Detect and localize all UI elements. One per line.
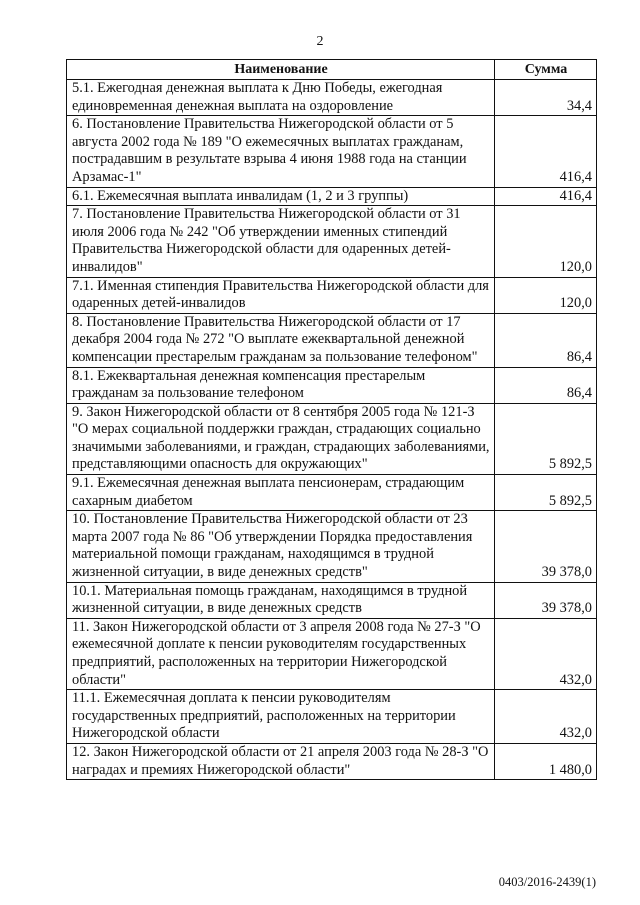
row-name: 9. Закон Нижегородской области от 8 сентября 2005 года № 121-З "О мерах социальной поддержки граждан, страдающих социально значимыми заболеваниями, и граждан, страдающих заболеваниями, представляющими опасность для окружающих" — [67, 403, 495, 474]
row-name: 9.1. Ежемесячная денежная выплата пенсионерам, страдающим сахарным диабетом — [67, 475, 495, 511]
table-row — [67, 743, 597, 779]
table-row — [67, 80, 597, 116]
row-sum: 416,4 — [495, 116, 597, 187]
row-name: 7.1. Именная стипендия Правительства Нижегородской области для одаренных детей-инвалидов — [67, 277, 495, 313]
column-header-name: Наименование — [67, 60, 495, 80]
row-sum: 1 480,0 — [495, 743, 597, 779]
page-number: 2 — [316, 34, 324, 49]
row-name: 11.1. Ежемесячная доплата к пенсии руководителям государственных предприятий, расположенных на территории Нижегородской области — [67, 690, 495, 744]
row-name: 11. Закон Нижегородской области от 3 апреля 2008 года № 27-З "О ежемесячной доплате к пенсии руководителям государственных предприятий, расположенных на территории Нижегородской области" — [67, 618, 495, 689]
row-sum: 86,4 — [495, 367, 597, 403]
row-sum: 86,4 — [495, 313, 597, 367]
row-sum: 5 892,5 — [495, 403, 597, 474]
row-sum: 5 892,5 — [495, 475, 597, 511]
table-row — [67, 187, 597, 206]
row-name: 5.1. Ежегодная денежная выплата к Дню Победы, ежегодная единовременная денежная выплата на оздоровление — [67, 80, 495, 116]
table-row — [67, 582, 597, 618]
row-sum: 432,0 — [495, 618, 597, 689]
row-name: 12. Закон Нижегородской области от 21 апреля 2003 года № 28-З "О наградах и премиях Нижегородской области" — [67, 743, 495, 779]
table-row — [67, 475, 597, 511]
table-header-row — [67, 60, 597, 80]
table-row — [67, 206, 597, 277]
row-sum: 34,4 — [495, 80, 597, 116]
column-header-sum: Сумма — [495, 60, 597, 80]
row-name: 7. Постановление Правительства Нижегородской области от 31 июля 2006 года № 242 "Об утверждении именных стипендий Правительства Нижегородской области для одаренных детей-инвалидов" — [67, 206, 495, 277]
budget-table — [66, 59, 597, 780]
row-sum: 120,0 — [495, 206, 597, 277]
table-row — [67, 511, 597, 582]
table-row — [67, 690, 597, 744]
row-sum: 432,0 — [495, 690, 597, 744]
row-sum: 39 378,0 — [495, 582, 597, 618]
row-sum: 416,4 — [495, 187, 597, 206]
row-sum: 39 378,0 — [495, 511, 597, 582]
row-name: 10.1. Материальная помощь гражданам, находящимся в трудной жизненной ситуации, в виде денежных средств — [67, 582, 495, 618]
table-row — [67, 403, 597, 474]
row-name: 6.1. Ежемесячная выплата инвалидам (1, 2 и 3 группы) — [67, 187, 495, 206]
row-name: 8.1. Ежеквартальная денежная компенсация престарелым гражданам за пользование телефоном — [67, 367, 495, 403]
table-row — [67, 116, 597, 187]
row-name: 10. Постановление Правительства Нижегородской области от 23 марта 2007 года № 86 "Об утверждении Порядка предоставления материальной помощи гражданам, находящимся в трудной жизненной ситуации, в виде денежных средств" — [67, 511, 495, 582]
row-sum: 120,0 — [495, 277, 597, 313]
table-row — [67, 313, 597, 367]
row-name: 8. Постановление Правительства Нижегородской области от 17 декабря 2004 года № 272 "О выплате ежеквартальной денежной компенсации престарелым гражданам за пользование телефоном" — [67, 313, 495, 367]
table-row — [67, 618, 597, 689]
row-name: 6. Постановление Правительства Нижегородской области от 5 августа 2002 года № 189 "О ежемесячных выплатах гражданам, пострадавшим в результате взрыва 4 июня 1988 года на станции Арзамас-1" — [67, 116, 495, 187]
table-row — [67, 367, 597, 403]
table-row — [67, 277, 597, 313]
document-code: 0403/2016-2439(1) — [498, 875, 596, 889]
